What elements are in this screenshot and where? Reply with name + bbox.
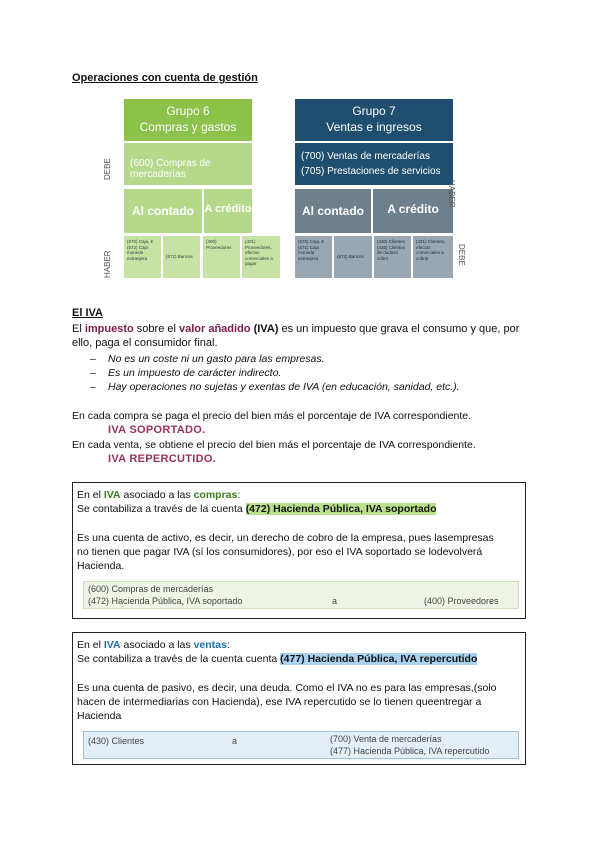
entry-a: a xyxy=(332,596,338,606)
box-compras xyxy=(72,482,526,619)
bullet-1: – No es un coste ni un gasto para las empresas. xyxy=(90,353,325,365)
group6-header xyxy=(124,99,252,141)
group7-small-bancos: (572) Bancos xyxy=(334,236,372,278)
iva-intro xyxy=(72,322,532,350)
cuenta-477: (477) Hacienda Pública, IVA repercutido xyxy=(280,653,478,665)
group6-credito: A crédito xyxy=(204,189,252,233)
intro-line2: ello, paga el consumidor final. xyxy=(72,337,218,349)
group7-account-705: (705) Prestaciones de servicios xyxy=(301,166,441,177)
intro-text-1: El xyxy=(72,323,85,335)
group7-title: Grupo 7 xyxy=(352,104,396,118)
entry-472: (472) Hacienda Pública, IVA soportado xyxy=(88,596,243,606)
entry-a: a xyxy=(232,736,238,746)
compra-text: En cada compra se paga el precio del bien más el porcentaje de IVA correspondiente. xyxy=(72,410,472,422)
group6-title: Grupo 6 xyxy=(166,104,210,118)
intro-text-4: es un impuesto que grava el consumo y que, por xyxy=(278,323,520,335)
debe-label-right: DEBE xyxy=(457,244,466,266)
intro-impuesto: impuesto xyxy=(84,323,134,335)
venta-text: En cada venta, se obtiene el precio del bien más el porcentaje de IVA correspondiente. xyxy=(72,439,476,451)
ventas-line1: En el IVA asociado a las ventas: xyxy=(77,639,230,651)
iva-soportado-label: IVA SOPORTADO. xyxy=(108,424,206,436)
group7-small-efectos: (431) Clientes, efectos comerciales a cobrar xyxy=(413,236,453,278)
entry-477: (477) Hacienda Pública, IVA repercutido xyxy=(330,746,490,756)
bullet-3: – Hay operaciones no sujetas y exentas de IVA (en educación, sanidad, etc.). xyxy=(90,381,460,393)
compras-journal-entry xyxy=(83,581,519,609)
entry-430: (430) Clientes xyxy=(88,736,145,746)
group6-small-efectos: (401) Proveedores, efectos comerciales a pagar xyxy=(242,236,280,278)
iva-repercutido-label: IVA REPERCUTIDO. xyxy=(108,453,217,465)
ventas-p2: hacen de intermediarias con Hacienda), ese IVA repercutido se lo tienen queentregar a xyxy=(77,696,482,708)
group7-contado: Al contado xyxy=(295,189,371,233)
group7-small-caja: (570) Caja, € (571) Caja moneda extranjera xyxy=(295,236,332,278)
group6-subtitle: Compras y gastos xyxy=(139,120,237,134)
cuenta-472: (472) Hacienda Pública, IVA soportado xyxy=(245,503,437,515)
intro-iva: (IVA) xyxy=(250,323,279,335)
bullet-2: – Es un impuesto de carácter indirecto. xyxy=(90,367,282,379)
intro-valor: valor añadido xyxy=(179,323,251,335)
ventas-p1: Es una cuenta de pasivo, es decir, una deuda. Como el IVA no es para las empresas,(solo xyxy=(77,682,497,694)
entry-400: (400) Proveedores xyxy=(424,596,499,606)
box-ventas xyxy=(72,632,526,765)
group6-contado: Al contado xyxy=(124,189,202,233)
haber-label-right: HABER xyxy=(447,180,456,208)
group6-small-proveedores: (400) Proveedores xyxy=(203,236,240,278)
haber-label-left: HABER xyxy=(103,250,112,278)
group7-credito: A crédito xyxy=(373,189,453,233)
compras-p1: Es una cuenta de activo, es decir, un derecho de cobro de la empresa, pues lasempresas xyxy=(77,532,494,544)
group7-account-700: (700) Ventas de mercaderías xyxy=(301,151,430,162)
group7-accounts xyxy=(295,143,453,185)
group6-account: (600) Compras de mercaderías xyxy=(124,143,252,185)
group6-small-caja: (570) Caja, € (572) Caja moneda extranjera xyxy=(124,236,161,278)
ventas-journal-entry xyxy=(83,731,519,759)
compras-p3: Hacienda. xyxy=(77,560,125,572)
entry-600: (600) Compras de mercaderías xyxy=(88,584,214,594)
page-title: Operaciones con cuenta de gestión xyxy=(72,72,258,84)
compras-line1: En el IVA asociado a las compras: xyxy=(77,489,241,501)
iva-heading: El IVA xyxy=(72,307,103,319)
compras-line2: Se contabiliza a través de la cuenta (472) Hacienda Pública, IVA soportado xyxy=(77,503,437,515)
group7-header xyxy=(295,99,453,141)
group7-subtitle: Ventas e ingresos xyxy=(326,120,422,134)
ventas-p3: Hacienda xyxy=(77,710,122,722)
compras-p2: no tienen que pagar IVA (sí los consumidores), por eso el IVA soportado se lodevolverá xyxy=(77,546,483,558)
ventas-line2: Se contabiliza a través de la cuenta cuenta (477) Hacienda Pública, IVA repercutido xyxy=(77,653,478,665)
group7-small-clientes: (430) Clientes (436) Clientes de dudoso cobro xyxy=(374,236,411,278)
entry-700: (700) Venta de mercaderías xyxy=(330,734,442,744)
debe-label-left: DEBE xyxy=(103,158,112,180)
intro-text-2: sobre el xyxy=(133,323,179,335)
group6-small-bancos: (572) Bancos xyxy=(163,236,200,278)
